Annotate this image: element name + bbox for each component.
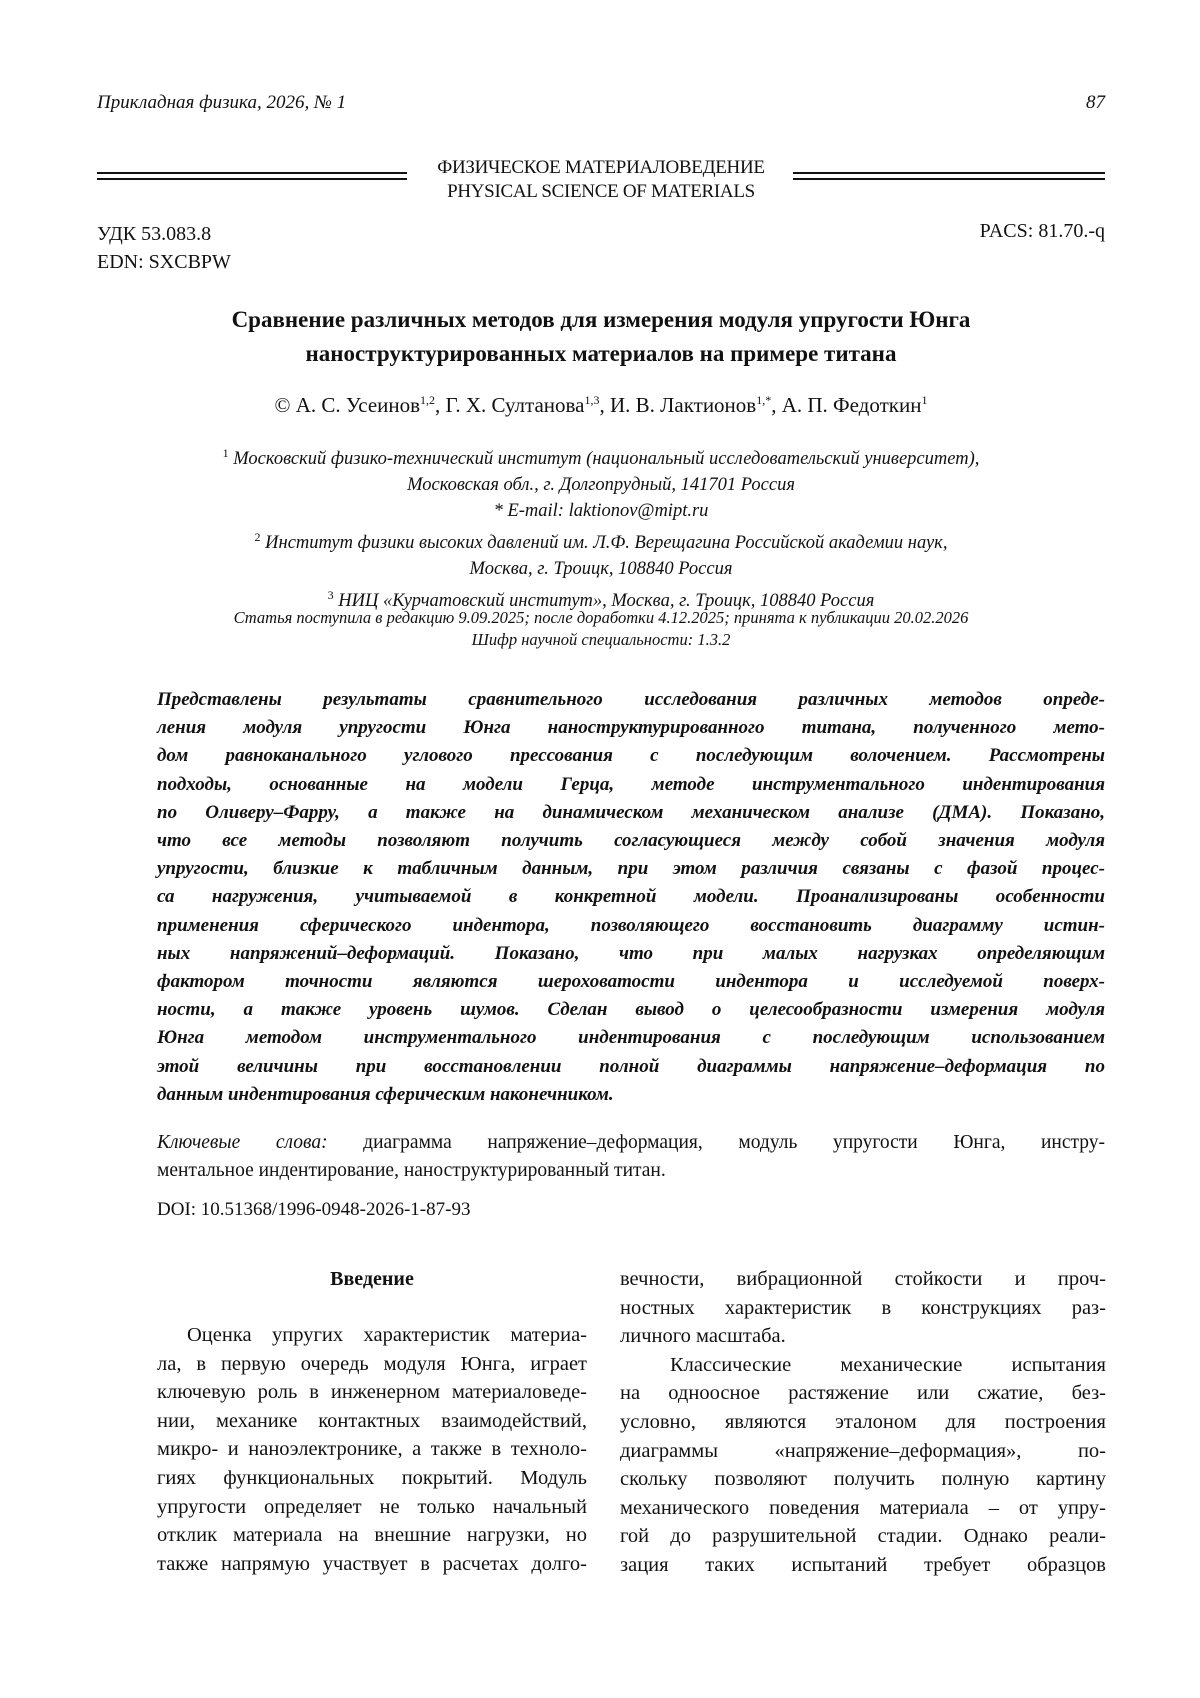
body-line: скольку позволяют получить полную картину [620, 1468, 1106, 1491]
section-title-ru: ФИЗИЧЕСКОЕ МАТЕРИАЛОВЕДЕНИЕ [437, 157, 765, 178]
body-line: механического поведения материала – от упру- [620, 1496, 1106, 1519]
author-affil-sup: 1,3 [584, 393, 600, 407]
article-title [97, 303, 1105, 371]
body-line: ключевую роль в инженерном материаловеде- [157, 1381, 587, 1404]
abstract-line: фактором точности являются шероховатости индентора и исследуемой поверх- [157, 971, 1105, 993]
authors-line: © А. С. Усеинов$^{1,2}$, Г. Х. Султанова$^{1,3}$, И. В. Лактионов$^{1,*}$, А. П. Федоткин$^1$ [274, 393, 928, 417]
body-line: на одноосное растяжение или сжатие, без- [620, 1382, 1106, 1405]
abstract [157, 686, 1105, 1109]
title-line: Сравнение различных методов для измерения модуля упругости Юнга [231, 307, 971, 332]
body-line: упругости определяет не только начальный [157, 1495, 587, 1518]
body-line: также напрямую участвует в расчетах долго- [157, 1552, 587, 1575]
body-line: диаграммы «напряжение–деформация», по- [620, 1439, 1106, 1462]
affil-sup: 2 [254, 530, 261, 545]
affil-sup: 1 [222, 446, 229, 460]
body-line: ностных характеристик в конструкциях раз- [620, 1296, 1106, 1319]
author-affil-sup: 1 [921, 393, 928, 407]
edn-code: EDN: SXCBPW [97, 251, 231, 273]
abstract-line: ных напряжений–деформаций. Показано, что при малых нагрузках определяющим [157, 942, 1105, 964]
abstract-line: упругости, близкие к табличным данным, при этом различия связаны с фазой процес- [157, 858, 1105, 880]
author-name: Г. Х. Султанова [445, 393, 585, 417]
author-affil-sup: 1,2 [420, 393, 436, 407]
pacs-code: PACS: 81.70.-q [979, 220, 1105, 242]
udk-code: УДК 53.083.8 [97, 223, 212, 245]
body-line: Оценка упругих характеристик материа- [187, 1324, 587, 1346]
body-line: условно, являются эталоном для построения [620, 1410, 1106, 1433]
body-line: микро- и наноэлектронике, а также в техноло- [157, 1438, 587, 1461]
keywords-label: Ключевые слова: [157, 1132, 328, 1153]
body-line: Классические механические испытания [670, 1353, 1106, 1376]
abstract-line: Представлены результаты сравнительного исследования различных методов опреде- [157, 689, 1105, 710]
affiliation-line: Москва, г. Троицк, 108840 Россия [469, 559, 733, 580]
abstract-line: Юнга методом инструментального индентирования с последующим использованием [157, 1027, 1105, 1049]
specialty-code: Шифр научной специальности: 1.3.2 [471, 630, 731, 649]
abstract-line: что все методы позволяют получить согласующиеся между собой значения модуля [157, 830, 1105, 852]
abstract-line: по Оливеру–Фарру, а также на динамическом механическом анализе (ДМА). Показано, [157, 801, 1105, 823]
abstract-line: применения сферического индентора, позволяющего восстановить диаграмму истин- [157, 914, 1105, 936]
section-rubric [97, 156, 1105, 204]
abstract-line: данным индентирования сферическим наконечником. [157, 1083, 614, 1105]
affil-sup: 3 [327, 588, 334, 603]
abstract-line: этой величины при восстановлении полной диаграммы напряжение–деформация по [157, 1055, 1105, 1077]
affiliation-line: Московская обл., г. Долгопрудный, 141701 Россия [407, 475, 795, 496]
journal-header: Прикладная физика, 2026, № 1 [97, 92, 347, 113]
body-line: нии, механике контактных взаимодействий, [157, 1409, 587, 1432]
affiliation-line: Московский физико-технический институт (национальный исследовательский университет), [233, 449, 980, 470]
body-line: ла, в первую очередь модуля Юнга, играет [157, 1352, 587, 1375]
keywords-text: диаграмма напряжение–деформация, модуль упругости Юнга, инстру- [327, 1132, 1105, 1153]
author-name: И. В. Лактионов [609, 393, 757, 417]
body-line: личного масштаба. [620, 1325, 786, 1348]
abstract-line: дом равноканального углового прессования с последующим волочением. Рассмотрены [157, 745, 1105, 767]
page-number: 87 [1086, 92, 1105, 113]
section-title-en: PHYSICAL SCIENCE OF MATERIALS [447, 181, 755, 202]
abstract-line: ления модуля упругости Юнга наноструктурированного титана, полученного мето- [157, 717, 1105, 739]
abstract-line: подходы, основанные на модели Герца, методе инструментального индентирования [157, 773, 1105, 795]
keywords [157, 1129, 1105, 1185]
title-line: наноструктурированных материалов на примере титана [305, 341, 897, 366]
body-line: отклик материала на внешние нагрузки, но [157, 1524, 587, 1547]
affiliation-line: НИЦ «Курчатовский институт», Москва, г. Троицк, 108840 Россия [338, 591, 875, 612]
author-name: А. П. Федоткин [781, 393, 922, 417]
udk-block [97, 220, 231, 276]
body-line: зация таких испытаний требует образцов [620, 1553, 1106, 1576]
affiliations [97, 440, 1105, 614]
received-dates: Статья поступила в редакцию 9.09.2025; после доработки 4.12.2025; принята к публикации 20.02.2026 [233, 608, 969, 627]
affiliation-line: Институт физики высоких давлений им. Л.Ф. Верещагина Российской академии наук, [265, 533, 948, 554]
doi: DOI: 10.51368/1996-0948-2026-1-87-93 [157, 1199, 471, 1220]
body-line: вечности, вибрационной стойкости и проч- [620, 1268, 1106, 1290]
intro-right-column [620, 1265, 1106, 1580]
article-dates [97, 607, 1105, 651]
corresponding-email: * E-mail: laktionov@mipt.ru [493, 501, 709, 522]
body-line: гой до разрушительной стадии. Однако реали- [620, 1525, 1106, 1548]
author-name: © А. С. Усеинов [274, 393, 421, 417]
abstract-line: ности, а также уровень шумов. Сделан вывод о целесообразности измерения модуля [157, 999, 1105, 1021]
keywords-text: ментальное индентирование, наноструктурированный титан. [157, 1160, 666, 1181]
intro-left-column [157, 1265, 587, 1578]
abstract-line: са нагружения, учитываемой в конкретной модели. Проанализированы особенности [157, 886, 1105, 908]
author-affil-sup: 1,* [756, 393, 772, 407]
intro-heading: Введение [330, 1268, 414, 1290]
body-line: гиях функциональных покрытий. Модуль [157, 1466, 587, 1489]
